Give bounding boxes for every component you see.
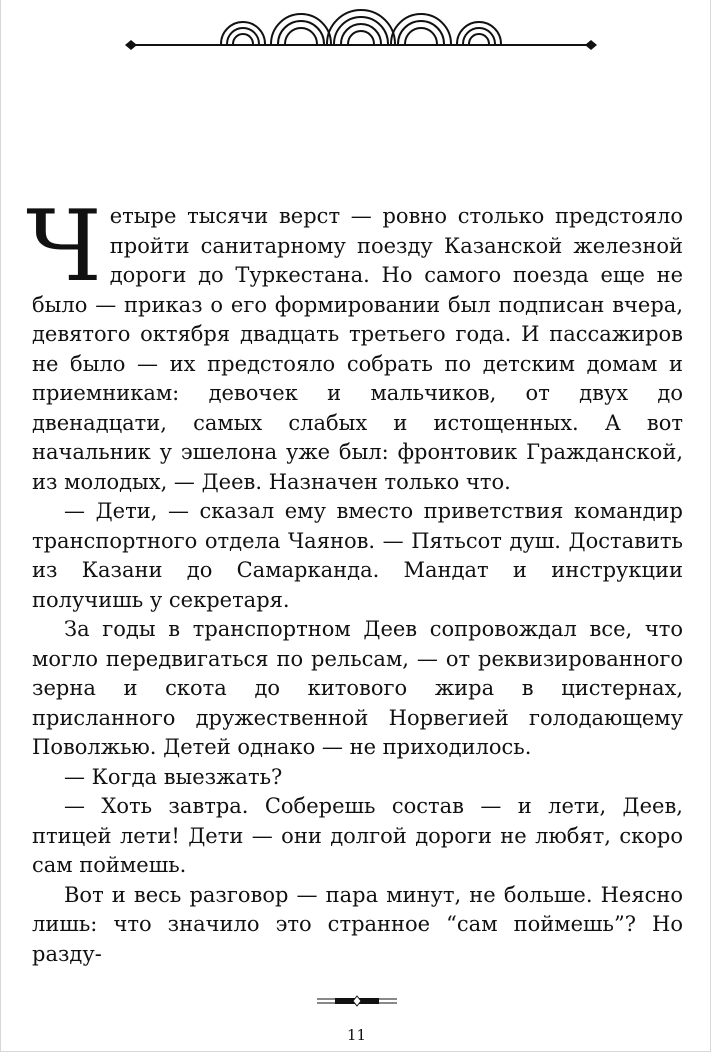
page-number: 11 — [346, 1026, 367, 1044]
paragraph-1: Четыре тысячи верст — ровно столько предстояло пройти санитарному поезду Казанской железной дороги до Туркестана. Но самого поезда еще не было — приказ о его формировании был подписан вчера, девятого октября двадцать третьего года. И пассажиров не было — их предстояло собрать по детским домам и приемникам: девочек и мальчиков, от двух до двенадцати, самых слабых и истощенных. А вот начальник у эшелона уже был: фронтовик Гражданской, из молодых, — Деев. Назначен только что. — [26, 190, 683, 494]
paragraph-4: — Когда выезжать? — [64, 764, 283, 789]
body-text — [26, 190, 683, 969]
paragraph-2: — Дети, — сказал ему вместо приветствия командир транспортного отдела Чаянов. — Пятьсот душ. Доставить из Казани до Самарканда. Мандат и инструкции получишь у секретаря. — [32, 499, 683, 612]
drop-cap: Ч — [26, 190, 102, 304]
paragraph-5: — Хоть завтра. Соберешь состав — и лети, Деев, птицей лети! Дети — они долгой дороги не любят, скоро сам поймешь. — [32, 794, 683, 877]
footer-ornament-icon — [317, 994, 397, 1008]
header-ornament-icon — [121, 0, 601, 60]
paragraph-3: За годы в транспортном Деев сопровождал все, что могло передвигаться по рельсам, — от реквизированного зерна и скота до китового жира в цистернах, присланного дружественной Норвегией голодающему Поволжью. Детей однако — не приходилось. — [32, 617, 683, 759]
paragraph-6: Вот и весь разговор — пара минут, не больше. Неясно лишь: что значило это странное “сам поймешь”? Но разду- — [32, 882, 683, 966]
